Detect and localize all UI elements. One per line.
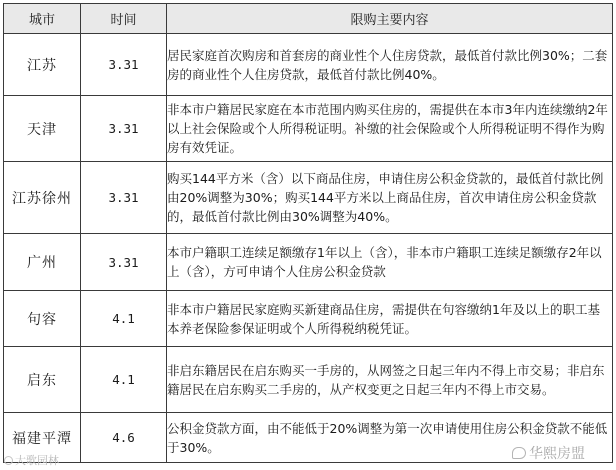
row-city: 启东 (4, 347, 81, 413)
row-content: 非本市户籍居民家庭在本市范围内购买住房的，需提供在本市3年内连续缴纳2年以上社会保险或个人所得税证明。补缴的社会保险或个人所得税证明不得作为购房有效凭证。 (167, 96, 613, 162)
row-city: 江苏徐州 (4, 162, 81, 234)
watermark-right (512, 443, 585, 463)
header-content: 限购主要内容 (167, 4, 613, 34)
row-content: 非启东籍居民在启东购买一手房的，从网签之日起三年内不得上市交易；非启东籍居民在启东购买二手房的，从产权变更之日起三年内不得上市交易。 (167, 347, 613, 413)
watermark-right-text: 华熙房盟 (529, 446, 585, 462)
watermark-circle-icon (4, 456, 13, 465)
chat-bubble-icon (512, 447, 526, 459)
header-city: 城市 (4, 4, 81, 34)
table-row (4, 96, 613, 162)
row-time: 3.31 (81, 96, 167, 162)
row-content: 本市户籍职工连续足额缴存1年以上（含），非本市户籍职工连续足额缴存2年以上（含），方可申请个人住房公积金贷款 (167, 234, 613, 291)
watermark-left (4, 452, 59, 468)
row-time: 4.1 (81, 291, 167, 347)
table-row (4, 291, 613, 347)
row-city: 江苏 (4, 34, 81, 96)
row-content: 公积金贷款方面，由不能低于20%调整为第一次申请使用住房公积金贷款不能低于30%。 (167, 413, 613, 463)
housing-policy-table (3, 3, 613, 463)
row-time: 3.31 (81, 34, 167, 96)
header-time: 时间 (81, 4, 167, 34)
row-city: 句容 (4, 291, 81, 347)
row-city: 天津 (4, 96, 81, 162)
table-row (4, 34, 613, 96)
row-time: 3.31 (81, 234, 167, 291)
table-header-row (4, 4, 613, 34)
row-city: 福建平潭 (4, 413, 81, 463)
row-time: 3.31 (81, 162, 167, 234)
row-content: 非本市户籍居民家庭购买新建商品住房，需提供在句容缴纳1年及以上的职工基本养老保险参保证明或个人所得税纳税凭证。 (167, 291, 613, 347)
table-row (4, 347, 613, 413)
row-content: 居民家庭首次购房和首套房的商业性个人住房贷款，最低首付款比例30%；二套房的商业性个人住房贷款，最低首付款比例40%。 (167, 34, 613, 96)
table-row (4, 234, 613, 291)
table-row (4, 162, 613, 234)
row-city: 广州 (4, 234, 81, 291)
row-time: 4.6 (81, 413, 167, 463)
row-time: 4.1 (81, 347, 167, 413)
watermark-left-text: 大歌园林 (15, 454, 59, 467)
row-content: 购买144平方米（含）以下商品住房，申请住房公积金贷款的，最低首付款比例由20%调整为30%；购买144平方米以上商品住房，首次申请住房公积金贷款的，最低首付款比例由30%调整为40%。 (167, 162, 613, 234)
